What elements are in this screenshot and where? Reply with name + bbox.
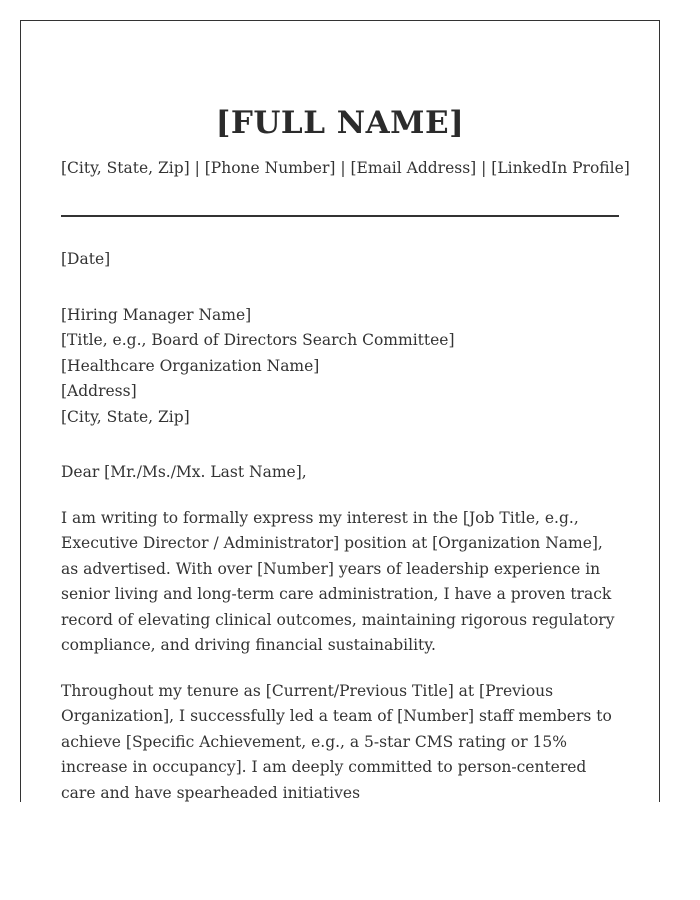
recipient-organization: [Healthcare Organization Name]: [61, 356, 320, 375]
contact-info-line: [City, State, Zip] | [Phone Number] | [Email Address] | [LinkedIn Profile]: [61, 159, 630, 177]
body-paragraph: Throughout my tenure as [Current/Previous Title] at [Previous Organization], I successfully led a team of [Number] staff members to achieve [Specific Achievement, e.g., a 5-star CMS rating or 15% increase in occupancy]. I am deeply committed to person-centered care and have spearheaded initiatives: [61, 681, 612, 802]
recipient-address: [Address]: [61, 382, 137, 400]
body-paragraph: I am writing to formally express my interest in the [Job Title, e.g., Executive Director / Administrator] position at [Organization Name], as advertised. With over [Number] years of leadership experience in senior living and long-term care administration, I have a proven track record of elevating clinical outcomes, maintaining rigorous regulatory compliance, and driving financial sustainability.: [61, 508, 615, 654]
document-page: [20, 20, 660, 802]
recipient-title: [Title, e.g., Board of Directors Search Committee]: [61, 331, 455, 349]
recipient-manager-name: [Hiring Manager Name]: [61, 305, 252, 324]
letter-date: [Date]: [61, 250, 111, 268]
recipient-city-state-zip: [City, State, Zip]: [61, 407, 190, 426]
recipient-block: [61, 303, 619, 431]
full-name-heading: [FULL NAME]: [215, 105, 465, 141]
header-divider: [61, 215, 619, 217]
salutation: Dear [Mr./Ms./Mx. Last Name],: [61, 463, 307, 481]
document-content: [21, 105, 659, 802]
